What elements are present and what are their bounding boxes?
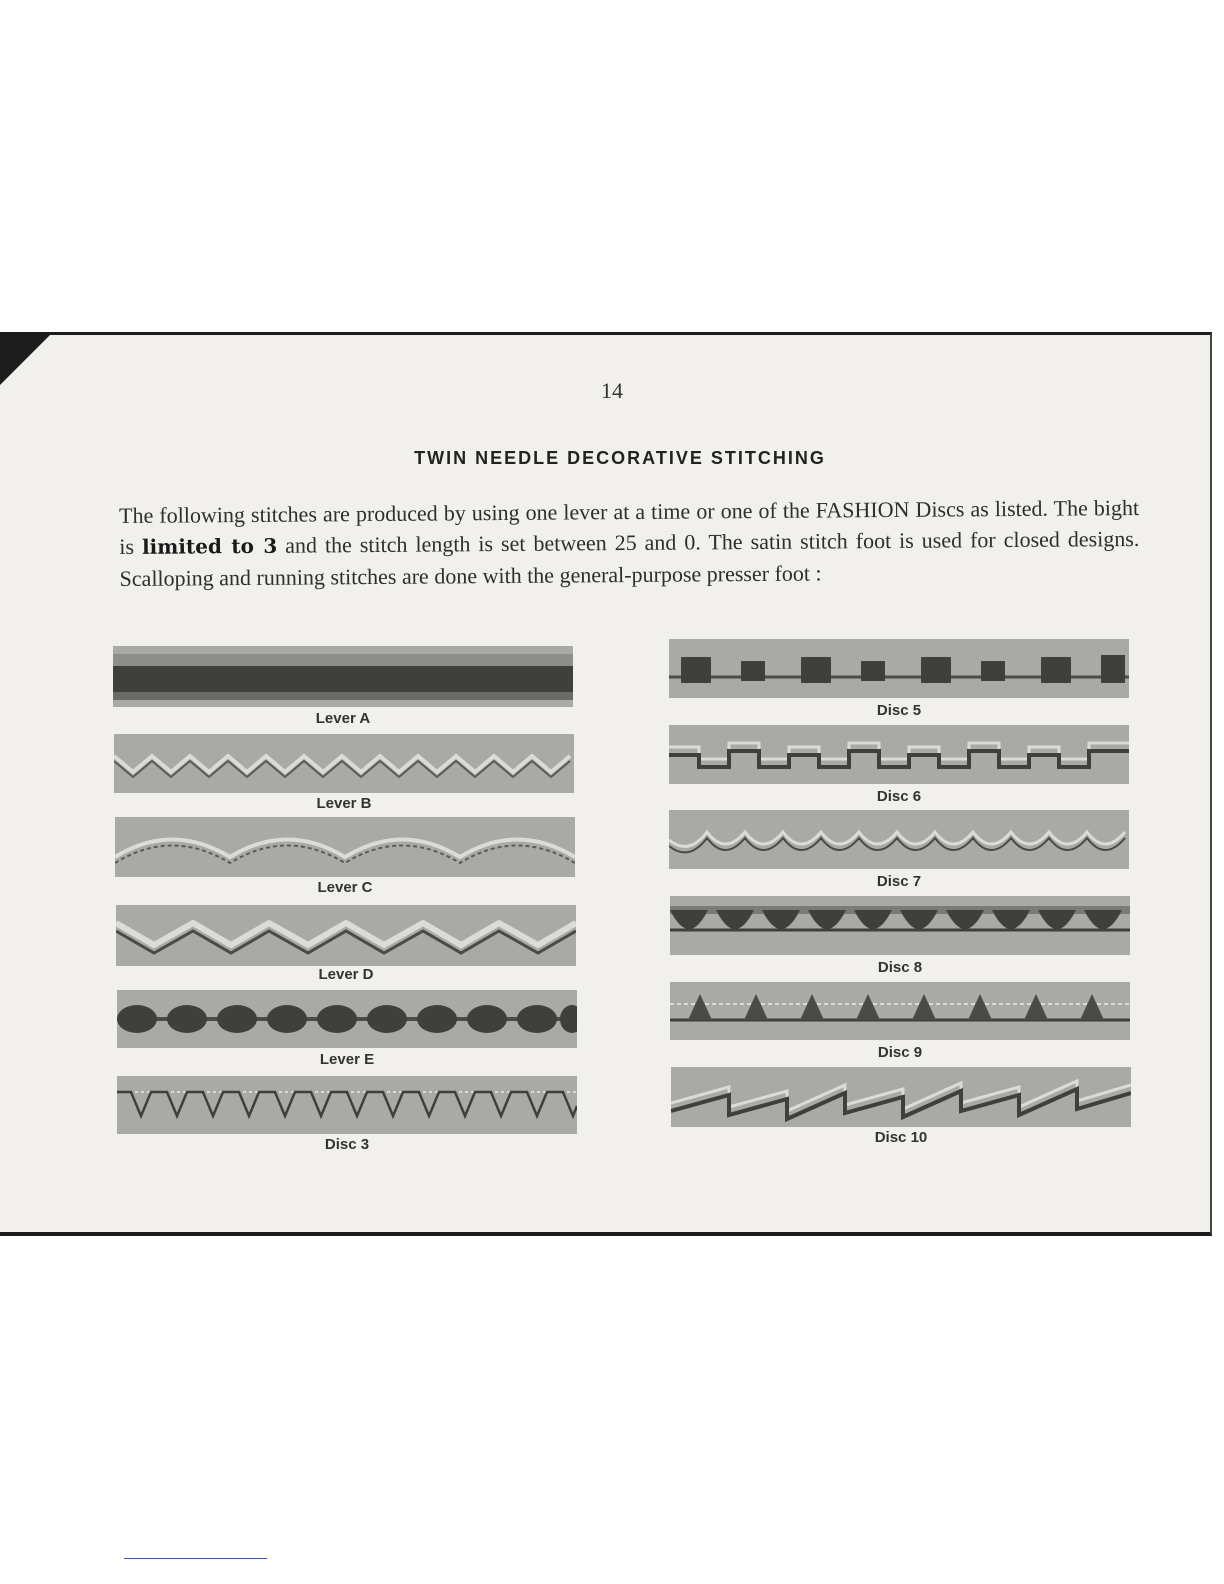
sample-caption: Lever A <box>315 710 371 727</box>
stitch-swatch <box>114 734 574 793</box>
sample-caption: Disc 5 <box>876 702 922 719</box>
sample-caption: Lever D <box>318 966 374 983</box>
footer-rule <box>124 1558 267 1559</box>
stitch-swatch <box>116 905 576 966</box>
stitch-swatch <box>669 810 1129 869</box>
intro-text-1: The following stitches are produced by using one lever at a time or one of the FASHION Discs as listed. The bight is <box>119 494 1140 559</box>
stitch-swatch <box>117 1076 577 1134</box>
sample-caption: Lever B <box>316 795 372 812</box>
stitch-swatch <box>669 725 1129 784</box>
sample-caption: Disc 9 <box>877 1044 923 1061</box>
stitch-swatch <box>117 990 577 1048</box>
stitch-swatch <box>671 1067 1131 1127</box>
stitch-swatch <box>115 817 575 877</box>
sample-caption: Disc 6 <box>876 788 922 805</box>
sample-caption: Lever E <box>319 1051 375 1068</box>
stitch-swatch <box>113 646 573 707</box>
intro-text-2: and the stitch length is set between 25 and 0. The satin stitch foot is used for closed designs. Scalloping and running stitches are done with the general-purpose presser foot : <box>119 525 1140 591</box>
sample-caption: Disc 8 <box>877 959 923 976</box>
sample-caption: Disc 10 <box>874 1129 928 1146</box>
stitch-swatch <box>670 982 1130 1040</box>
sample-caption: Lever C <box>317 879 373 896</box>
intro-bold-text: limited to 3 <box>141 533 278 559</box>
stitch-swatch <box>669 639 1129 698</box>
stitch-swatch <box>670 896 1130 955</box>
sample-caption: Disc 7 <box>876 873 922 890</box>
page-number: 14 <box>601 378 623 403</box>
intro-paragraph <box>119 492 1140 594</box>
sample-caption: Disc 3 <box>324 1136 370 1153</box>
page-title: TWIN NEEDLE DECORATIVE STITCHING <box>414 448 826 468</box>
